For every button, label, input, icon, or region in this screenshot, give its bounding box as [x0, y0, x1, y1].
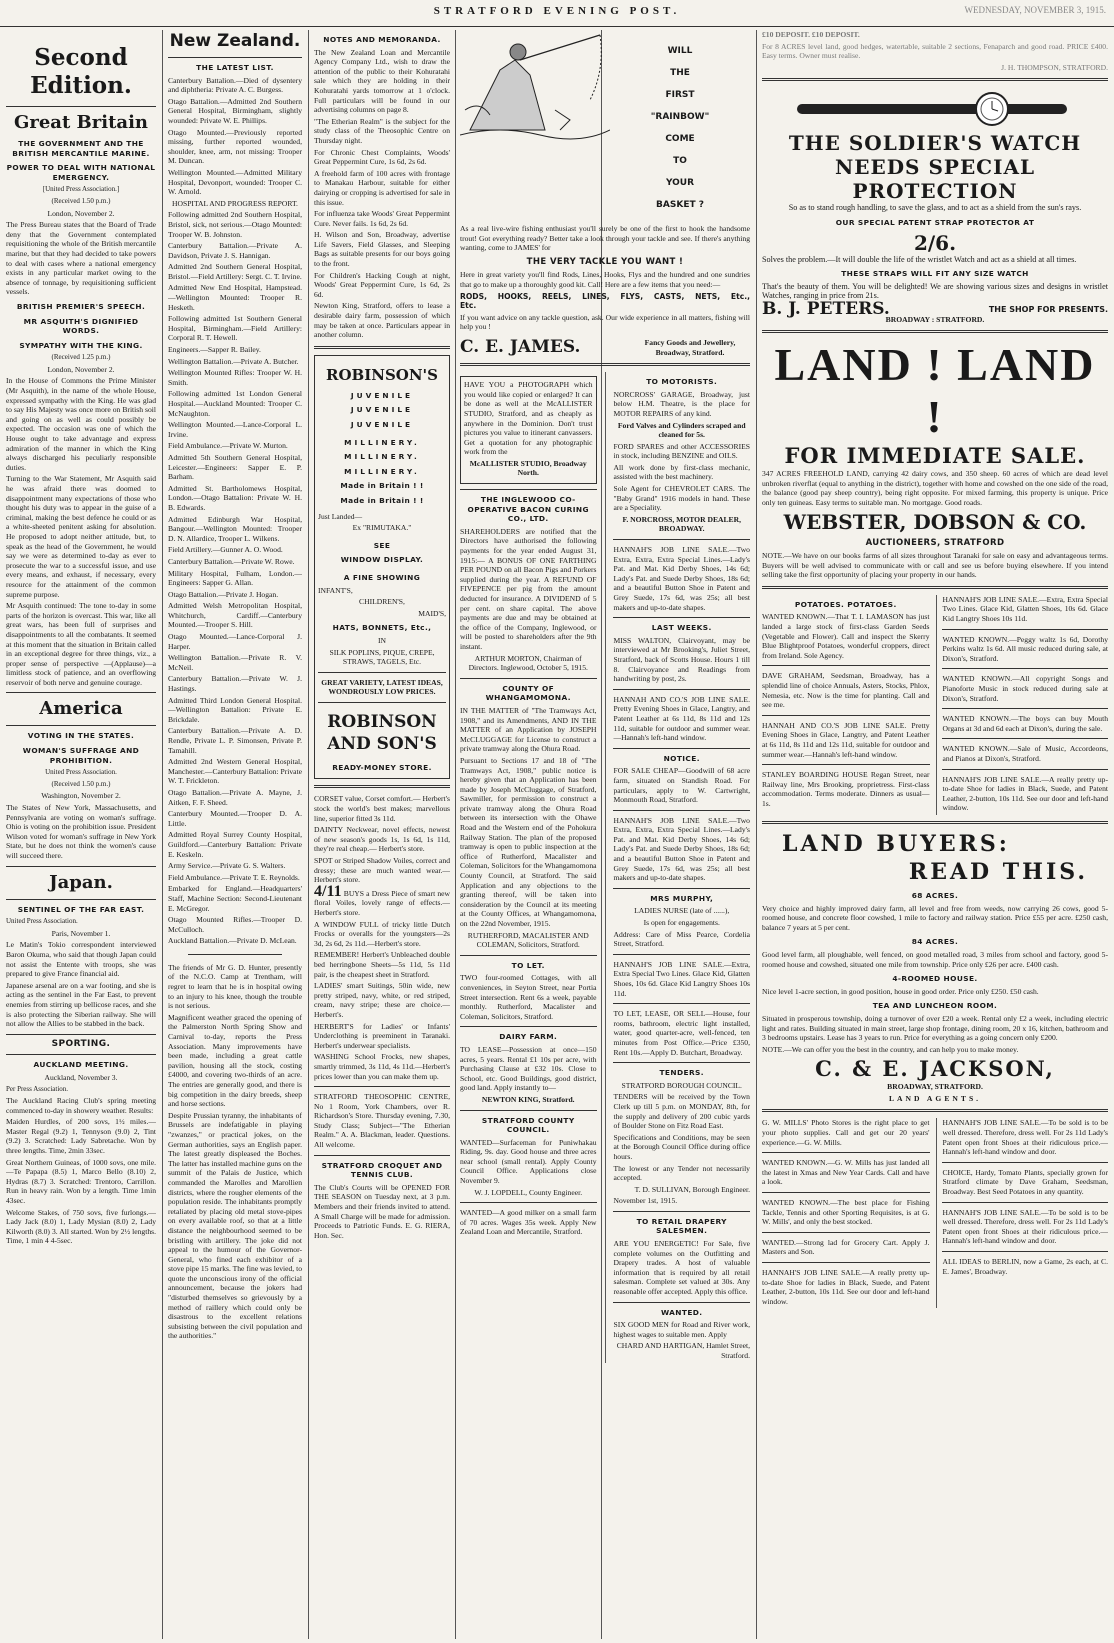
- ad-line: Ex "RIMUTAKA.": [352, 523, 412, 533]
- ad-line: WINDOW DISPLAY.: [340, 555, 424, 565]
- classified-ad: WASHING School Frocks, new shapes, smartly trimmed, 3s 11d, 4s 11d.—Herbert's prices lower than you can make them up.: [314, 1052, 450, 1081]
- article-text: Engineers.—Sapper R. Bailey.: [168, 345, 261, 355]
- ad-text: November 1st, 1915.: [613, 1196, 678, 1206]
- dateline: Washington, November 2.: [41, 791, 121, 801]
- ad-text: HANNAH'S JOB LINE SALE.—Two Extra, Extra, Extra Special Lines.—Lady's Pat. and Mat. Kid Derby Shoes, 14s 6d; Lady's Pat. and Suede Derby Shoes, 18s 6d; and a beautiful Button Shoe in Patent and Grey Suede, 17s 6d, was 25s; all best makers and up-to-date shapes.: [613, 545, 750, 612]
- headline: TENDERS.: [659, 1068, 704, 1078]
- headline: LAST WEEKS.: [651, 623, 712, 633]
- ad-line: JUVENILE: [350, 390, 414, 400]
- article-text: H. Wilson and Son, Broadway, advertise Life Savers, Field Glasses, and Sleeping Bags as suitable presents for our boys going to the front.: [314, 230, 450, 269]
- column-1: [6, 30, 156, 1639]
- headline: TO MOTORISTS.: [646, 377, 718, 387]
- article-text: Admitted Royal Surrey County Hospital, Guildford.—Canterbury Battalion: Private E. Keskeln.: [168, 830, 302, 859]
- ad-text: For 8 ACRES level land, good hedges, watertable, suitable 2 sections, Fenaparch and good road. PRICE £400. Easy terms. Owner must realise.: [762, 41, 1108, 61]
- column-2: [168, 30, 302, 1639]
- classified-ad: [314, 882, 450, 918]
- article-text: Le Matin's Tokio correspondent interviewed Baron Okuma, who said that though Japan could not assist the Entente with troops, she was prepared to give France financial aid.: [6, 940, 156, 979]
- ad-text: WANTED—A good milker on a small farm of 70 acres. Wages 35s week. Apply New Zealand Loan and Mercantile, Stratford.: [460, 1208, 597, 1237]
- classified-ad: LADIES' smart Suitings, 50in wide, new pretty striped, navy, white, or red striped, cream, navy stripe; these are choice.—Herbert's.: [314, 981, 450, 1019]
- ad-line: JUVENILE: [350, 405, 414, 415]
- ad-text: WANTED KNOWN.—The boys can buy Mouth Organs at 3d and 6d each at Dixon's, during the sale.: [942, 714, 1108, 733]
- column-rule: [308, 30, 309, 1639]
- classified-ad: DAINTY Neckwear, novel effects, newest of new season's goods 1s, 1s 6d, 1s 11d, they're real cheap.— Herbert's store.: [314, 825, 450, 854]
- headline: TO RETAIL DRAPERY SALESMEN.: [636, 1216, 727, 1236]
- article-text: Wellington Mounted Rifles: Trooper W. H. Smith.: [168, 368, 302, 387]
- classified-ad: HERBERT'S for Ladies' or Infants' Underclothing is preeminent in Taranaki. Herbert's underwear specialists.: [314, 1021, 450, 1050]
- headline: AUCKLAND MEETING.: [33, 1060, 129, 1070]
- article-text: Admitted 5th Southern General Hospital, Leicester.—Engineers: Sapper E. P. Barham.: [168, 452, 302, 482]
- rainbow-trout-advertisement: [460, 30, 750, 220]
- ad-heading: FOR IMMEDIATE SALE.: [784, 443, 1086, 469]
- ad-text: NOTE.—We have on our books farms of all sizes throughout Taranaki for sale on easy and advantageous terms. Buyers will be well advised to communicate with or call and see us before buying elsewhere. If you intend selling take the first opportunity of placing your property in our hands.: [762, 551, 1108, 580]
- ad-text: IN THE MATTER of "The Tramways Act, 1908," and its Amendments, AND IN THE MATTER of an Application by JOSEPH McCLUGGAGE for License to construct a private tramway along the Ohura Road.: [460, 705, 597, 754]
- ad-text: WANTED KNOWN.—Peggy waltz 1s 6d, Dorothy Perkins waltz 1s 6d. All music reduced during sale, at Dixon's, Stratford.: [942, 634, 1108, 663]
- ad-text: CHOICE, Hardy, Tomato Plants, specially grown for Stratford climate by Dave Graham, Seedsman, Broadway. Best Seed Potatoes in any quantity.: [942, 1167, 1108, 1197]
- headline: BRITISH PREMIER'S SPEECH.: [16, 301, 146, 311]
- headline: VOTING IN THE STATES.: [27, 731, 135, 741]
- classified-ad: REMEMBER! Herbert's Unbleached double bed herringbone Sheets—5s 11d, 5s 11d pair, is the cheapest sheet in Stratford.: [314, 950, 450, 979]
- article-text: Admitted St. Bartholomews Hospital, London.—Otago Battalion: Private W. H. B. Edwards.: [168, 483, 302, 512]
- article-text: Despite Prussian tyranny, the inhabitants of Brussels are indefatigable in playing "zwanzes," or practical jokes, on the German authorities, says an English paper. The latest greatly displeased the Boches. The latter has installed machine guns on the summit of the Palais de Justice, which commanded the Marolles and Marollien districts, where the rougher elements of the population reside. The inhabitants promptly retaliated by placing old metal stove-pipes on every available roof, so that at a little distance the neighbourhood seemed to be bristling with artillery. The joke did not appeal to the humour of the Governor-General, who fined each exhibitor of a stove pipe 15 marks. The fine was levied, to quote the unconscious irony of the official announcement, because the jokers had "disturbed themselves so grievously by a method of raillery which could only be disastrous to the excellent relations subsisting between the civil population and the authorities.": [168, 1110, 302, 1341]
- received-time: (Received 1.25 p.m.): [51, 353, 111, 362]
- ad-line: CHILDREN'S,: [359, 597, 405, 607]
- issue-date: WEDNESDAY, NOVEMBER 3, 1915.: [964, 5, 1106, 15]
- ad-text: WANTED.—Strong lad for Grocery Cart. Apply J. Masters and Son.: [762, 1237, 930, 1257]
- classified-ad: STRATFORD THEOSOPHIC CENTRE, No 1 Room, York Chambers, over R. Richardson's Store. Thursday evening, 7.30, Study Class; Subject—"The Etherian Realm." A. A. Blackman, leader. Questions. All welcome.: [314, 1092, 450, 1150]
- article-text: The Press Bureau states that the Board of Trade deny that the Government contemplated requisitioning the whole of the British mercantile marine, but that they had decided to take powers to deal with cases where a national emergency exists in any particular market owing to the absence of tonnage, by requisitioning sufficient vessels.: [6, 220, 156, 297]
- ad-line: YOUR: [665, 178, 695, 188]
- article-text: Admitted Welsh Metropolitan Hospital, Whitchurch, Cardiff.—Canterbury Mounted.—Trooper S. Hill.: [168, 601, 302, 630]
- article-text: Field Artillery.—Gunner A. O. Wood.: [168, 545, 283, 555]
- classified-ad: SPOT or Striped Shadow Voiles, correct and dressy; these are much wanted wear.—Herbert's store.: [314, 856, 450, 885]
- ad-text: STRATFORD BOROUGH COUNCIL.: [621, 1080, 742, 1090]
- ad-text: As a real live-wire fishing enthusiast you'll surely be one of the first to hook the handsome trout! Got everything ready? Better take a look through your tackle and see. If there's anything wanting, come to JAMES' for: [460, 224, 750, 253]
- article-text: In the House of Commons the Prime Minister (Mr Asquith), in the name of the whole House, expressed sympathy with the King. He was glad to say His Majesty was once more on British soil and going on as well as could possibly be expected. The occasion was one of which the House ought to take advantage and express admiration of the manner in which the King always discharged his peculiarly responsible duties.: [6, 376, 156, 472]
- column-6: [762, 30, 1108, 1639]
- article-text: The States of New York, Massachusetts, and Pennsylvania are voting on woman's suffrage. Ohio is voting on the prohibition issue. President Wilson voted for woman's suffrage in New York State, but he does not think the women's cause will succeed there.: [6, 803, 156, 860]
- ad-heading: THE SOLDIER'S WATCH: [788, 131, 1082, 156]
- ad-heading: NEEDS SPECIAL: [834, 155, 1036, 180]
- classified-ad: The Club's Courts will be OPENED FOR THE SEASON on Tuesday next, at 3 p.m. Members and their friends invited to attend. A Small Charge will be made for admission. Proceeds to Patriotic Funds. E. G. RIERA, Hon. Sec.: [314, 1182, 450, 1240]
- headline: STRATFORD COUNTY COUNCIL.: [481, 1115, 575, 1135]
- ad-text: DAVE GRAHAM, Seedsman, Broadway, has a splendid line of choice Annuals, Asters, Stocks, Phlox, Nemesia, etc. Now is the time for planting. Call and see me.: [762, 671, 930, 710]
- ad-heading: READ THIS.: [908, 858, 1088, 885]
- headline: 4-ROOMED HOUSE.: [892, 974, 978, 984]
- article-text: Admitted Edinburgh War Hospital, Bangour.—Wellington Mounted: Trooper D. N. Allardice, Trooper L. Wilkens.: [168, 514, 302, 543]
- article-text: Otago Battalion.—Admitted 2nd Southern General Hospital, Birmingham, slightly wounded: Private W. E. Phillips.: [168, 96, 302, 125]
- ad-text: WANTED KNOWN.—The best place for Fishing Tackle, Tennis and other Sporting Requisites, is at G. W. Mills', and only the best stocked.: [762, 1198, 930, 1227]
- advertiser-name: C. & E. JACKSON,: [815, 1056, 1055, 1082]
- headline: STRATFORD CROQUET AND TENNIS CLUB.: [321, 1160, 443, 1180]
- article-text: Canterbury Battalion.—Died of dysentery and diphtheria: Private A. C. Burgess.: [168, 75, 302, 95]
- ad-line: Made in Britain ! !: [340, 495, 424, 505]
- ad-line: MILLINERY.: [344, 466, 420, 476]
- ad-text: J. H. THOMPSON, STRATFORD.: [1001, 62, 1108, 72]
- headline: POTATOES. POTATOES.: [794, 599, 897, 609]
- ad-text: WANTED—Surfaceman for Puniwhakau Riding, 9s. day. Good house and three acres near school (small rental). Apply County Council Office. Applications close November 9.: [460, 1137, 597, 1186]
- article-text: Wellington Battalion.—Private R. V. McNeil.: [168, 653, 302, 672]
- article-text: Admitted 2nd Western General Hospital, Manchester.—Canterbury Battalion: Private W. T. Frickleton.: [168, 757, 302, 786]
- ad-line: INFANT'S,: [318, 585, 353, 595]
- article-text: Wellington Mounted.—Lance-Corporal L. Irvine.: [168, 420, 302, 439]
- ad-text: OUR SPECIAL PATENT STRAP PROTECTOR AT: [835, 217, 1035, 227]
- article-text: Canterbury Battalion.—Private W. Rowe.: [168, 556, 295, 566]
- headline: WOMAN'S SUFFRAGE AND PROHIBITION.: [22, 746, 140, 765]
- article-text: Great Northern Guineas, of 1000 sovs, one mile.—Te Papapa (8.5) 1, Marco Bello (8.10) 2, Hydras (8.7) 3. Scratched: Trentoro, Carrillon. Run in heavy rain. Won by a length. Time 1min 43sec.: [6, 1157, 156, 1206]
- article-text: Otago Mounted Rifles.—Trooper D. McCulloch.: [168, 915, 302, 934]
- ad-text: HANNAH'S JOB LINE SALE.—Extra, Extra Special Two Lines. Glace Kid, Glatten Shoes, 10s 6d. Glace Kid Langtry Shoes 10s 11d.: [613, 959, 750, 998]
- ad-text: WANTED KNOWN.—G. W. Mills has just landed all the latest in Xmas and New Year Cards. Call and have a look.: [762, 1158, 930, 1187]
- headline: NOTICE.: [663, 753, 700, 763]
- ad-line: BASKET ?: [656, 200, 704, 210]
- ad-text: THE SHOP FOR PRESENTS.: [988, 304, 1108, 314]
- article-text: Canterbury Battalion.—Private A. Davidson, Private J. S. Hannigan.: [168, 241, 302, 260]
- article-text: The Auckland Racing Club's spring meeting commenced to-day in showery weather. Results:: [6, 1096, 156, 1115]
- ad-heading: PROTECTION: [852, 179, 1018, 204]
- ad-line: READY-MONEY STORE.: [332, 762, 432, 772]
- ad-text: W. J. LOPDELL, County Engineer.: [474, 1187, 583, 1197]
- ad-text: BROADWAY, STRATFORD.: [887, 1082, 983, 1092]
- ad-text: NOTE.—We can offer you the best in the country, and can help you to make money.: [762, 1044, 1019, 1054]
- ad-text: THESE STRAPS WILL FIT ANY SIZE WATCH: [841, 269, 1029, 279]
- advertiser-name: WEBSTER, DOBSON & CO.: [783, 509, 1087, 534]
- classified-ad: CORSET value, Corset comfort.— Herbert's stock the world's best makes; marvellous line, superior fitted 3s 11d.: [314, 794, 450, 823]
- ad-text: HANNAH'S JOB LINE SALE.—To be sold is to be well dressed. Therefore, dress well. For 2s 11d Lady's Patent open front Shoes at their ridiculous price.—Hannah's left-hand window and door.: [942, 1207, 1108, 1246]
- watch-illustration: [762, 87, 1108, 131]
- article-text: Army Service.—Private G. S. Walters.: [168, 861, 286, 871]
- ad-line: A FINE SHOWING: [343, 572, 421, 582]
- ad-line: MILLINERY.: [344, 452, 420, 462]
- ad-text: So as to stand rough handling, to save the glass, and to act as a shield from the sun's rays.: [788, 203, 1082, 213]
- article-text: Field Ambulance.—Private T. E. Reynolds.: [168, 872, 300, 882]
- ad-text: Fancy Goods and Jewellery, Broadway, Stratford.: [644, 337, 736, 357]
- ad-line: SEE: [373, 540, 391, 550]
- ad-text: McALLISTER STUDIO, Broadway North.: [469, 458, 587, 478]
- article-text: A freehold farm of 100 acres with frontage to Manakau Harbour, suitable for either dairying or cropping is advertised for sale in this issue.: [314, 168, 450, 207]
- article-text: Following admitted 2nd Southern Hospital, Bristol, sick, not serious.—Otago Mounted: Trooper W. B. Johnston.: [168, 210, 302, 239]
- ad-text: TO LET, LEASE, OR SELL—House, four rooms, bathroom, electric light installed, water, good quarter-acre, well-fenced, ten minutes from Post Office.—Price £350, Rent 10s.—Apply D. Butchart, Broadway.: [613, 1009, 750, 1057]
- ad-text: ARTHUR MORTON, Chairman of Directors. Inglewood, October 5, 1915.: [468, 653, 588, 673]
- ad-text: HAVE YOU a PHOTOGRAPH which you would like copied or enlarged? It can be done as well at the McALLISTER STUDIO, Stratford, and as cheaply as anywhere in the Dominion. Don't trust pictures you value to itinerant canvassers. Get a quotation for any photographic work from the: [464, 380, 593, 457]
- ad-line: WILL: [667, 46, 693, 56]
- ad-text: Solves the problem.—It will double the life of the wristlet Watch and act as a shield at all times.: [762, 254, 1077, 264]
- ad-text: Very choice and highly improved dairy farm, all level and free from weeds, now carrying 26 cows, good 5-roomed house, and concrete floor cowshed, 1 mile to factory and railway station. Price £55 per acre. £250 cash, balance 7 years at 5 per cent.: [762, 903, 1108, 932]
- article-text: Auckland Battalion.—Private D. McLean.: [168, 936, 297, 946]
- ad-text: If you want advice on any tackle question, ask. Our wide experience in all matters, fishing will help you !: [460, 312, 750, 332]
- section-heading: New Zealand.: [169, 31, 301, 51]
- column-3: [314, 30, 450, 1639]
- ad-text: Ford Valves and Cylinders scraped and cleaned for 5s.: [617, 420, 746, 440]
- subheading: HOSPITAL AND PROGRESS REPORT.: [172, 198, 298, 208]
- article-text: Canterbury Mounted.—Trooper D. A. Little.: [168, 809, 302, 828]
- column-rule: [162, 30, 163, 1639]
- ad-text: FORD SPARES and other ACCESSORIES in stock, including BENZINE and OILS.: [613, 441, 750, 461]
- wristwatch-icon: [762, 87, 1108, 131]
- article-text: Magnificent weather graced the opening of the Palmerston North Spring Show and Carnival to-day, reports the Press Association. Many improvements have been made, including a great cattle pavilion, housing all the stock, costing £4000, and covering two-thirds of an acre. The entries are generally good, and there is big competition in the dairy breeds, sheep and horse sections.: [168, 1012, 302, 1109]
- article-text: Following admitted 1st Southern General Hospital, Birmingham.—Field Artillery: Corporal R. T. Hewell.: [168, 314, 302, 343]
- headline: THE LATEST LIST.: [196, 63, 274, 72]
- headline: DAIRY FARM.: [499, 1032, 558, 1042]
- advertiser-name: B. J. PETERS.: [762, 298, 890, 319]
- article-text: Admitted Third London General Hospital.—Wellington Battalion: Private E. Brickdale.: [168, 695, 302, 724]
- ad-line: THE: [670, 68, 690, 78]
- ad-line: MILLINERY.: [344, 437, 420, 447]
- ad-text: FOR SALE CHEAP—Goodwill of 68 acre farm, situated on Standish Road. For particulars, apply to W. Cartwright, Monmouth Road, Stratford.: [613, 766, 750, 805]
- headline: COUNTY OF WHANGAMOMONA.: [485, 683, 571, 703]
- ad-text: HANNAH'S JOB LINE SALE.—A really pretty up-to-date Shoe for ladies in Black, Suede, and Patent Leather, 2-button, 10s 11d. See our door and left-hand window.: [942, 774, 1108, 813]
- ad-line: TO: [673, 156, 687, 166]
- ad-text: CHARD AND HARTIGAN, Hamlet Street, Stratford.: [616, 1341, 750, 1360]
- article-text: For influenza take Woods' Great Peppermint Cure. Never fails. 1s 6d, 2s 6d.: [314, 209, 450, 228]
- ad-text: G. W. MILLS' Photo Stores is the right place to get your photo supplies. Call and get our 20 years' experience.—G. W. Mills.: [762, 1118, 930, 1147]
- ad-text: TENDERS will be received by the Town Clerk up till 5 p.m. on MONDAY, 8th, for the supply and delivery of 200 cubic yards of Boulder Stone on Fitz Road East.: [613, 1092, 750, 1131]
- article-text: Canterbury Battalion.—Private W. J. Hastings.: [168, 674, 302, 694]
- robinsons-advertisement: [314, 355, 450, 780]
- headline: SYMPATHY WITH THE KING.: [19, 340, 143, 350]
- newspaper-title: STRATFORD EVENING POST.: [433, 5, 681, 17]
- ad-heading: LAND ! LAND !: [774, 339, 1096, 443]
- ad-text: HANNAH'S JOB LINE SALE.—Extra, Extra Special Two Lines. Glace Kid, Glatten Shoes, 10s 6d. Glace Kid Langtry Shoes 10s 11d.: [942, 594, 1108, 624]
- ad-text: WANTED KNOWN.—Sale of Music, Accordeons, and Pianos at Dixon's, Stratford.: [942, 744, 1108, 763]
- ad-text: HANNAH AND CO.'S JOB LINE SALE. Pretty Evening Shoes in Glace, Langtry, and Patent Leather at 6s 11d, 8s 11d and 12s 11d, suitable for outdoor and summer wear.—Hannah's left-hand window.: [762, 720, 930, 759]
- dateline: London, November 2.: [47, 208, 115, 218]
- ad-text: WANTED KNOWN.—All copyright Songs and Pianoforte Music in stock reduced during sale at Dixon's, Stratford.: [942, 674, 1108, 703]
- article-text: Wellington Mounted.—Admitted Military Hospital, Devonport, wounded: Trooper C. W. Arnold.: [168, 167, 302, 197]
- ad-text: MISS WALTON, Clairvoyant, may be interviewed at Mr Brooking's, Juliet Street, Stratford, back of Scotts House. Hours 1 till 8. Clairvoyance and Readings from handwriting by post, 2s.: [613, 635, 750, 684]
- article-text: Wellington Battalion.—Private A. Butcher.: [168, 356, 299, 366]
- article-text: For Chronic Chest Complaints, Woods' Great Peppermint Cure, 1s 6d, 2s 6d.: [314, 147, 450, 167]
- article-text: Field Ambulance.—Private W. Murton.: [168, 441, 288, 451]
- article-text: Following admitted 1st London General Hospital.—Auckland Mounted: Trooper C. McNaughton.: [168, 389, 302, 418]
- headline: NOTES AND MEMORANDA.: [323, 35, 441, 44]
- ad-text: Specifications and Conditions, may be seen at the Borough Council Office during office hours.: [613, 1132, 750, 1161]
- ad-line: Just Landed—: [318, 511, 363, 521]
- dateline: London, November 2.: [47, 364, 115, 374]
- ad-text: HANNAH'S JOB LINE SALE.—To be sold is to be well dressed. Therefore, dress well. For 2s 11d Lady's Patent open front Shoes at their ridiculous price.—Hannah's left-hand window and door.: [942, 1118, 1108, 1157]
- ad-line: JUVENILE: [350, 420, 414, 429]
- ad-text: ARE YOU ENERGETIC! For Sale, five complete volumes on the Outfitting and Drapery trades. A host of valuable information that is required by all retail salesman. Complete set valued at 30s. Any reasonable offer accepted. Apply this office.: [613, 1239, 750, 1297]
- ad-text: HANNAH'S JOB LINE SALE.—Two Extra, Extra, Extra Special Lines.—Lady's Pat. and Mat. Kid Derby Shoes, 14s 6d; Lady's Pat. and Suede Derby Shoes, 18s 6d; and a beautiful Button Shoe in Patent and Grey Suede, 17s 6d, was 25s; all best makers and up-to-date shapes.: [613, 815, 750, 883]
- article-text: Otago Mounted.—Previously reported missing, further reported wounded, shoulder, knee, arm, not missing: Trooper M. Duncan.: [168, 127, 302, 166]
- ad-text: The lowest or any Tender not necessarily accepted.: [613, 1163, 750, 1183]
- headline: WANTED.: [660, 1307, 703, 1317]
- angler-illustration: [460, 30, 610, 140]
- article-text: Otago Battalion.—Private J. Hogan.: [168, 589, 279, 599]
- press-credit: United Press Association.: [45, 768, 117, 777]
- article-text: "The Etherian Realm" is the subject for the study class of the Theosophic Centre on Thursday night.: [314, 116, 450, 145]
- press-credit: Per Press Association.: [6, 1084, 69, 1093]
- article-text: Canterbury Battalion.—Private A. D. Rendle, Private L. P. Simonsen, Private P. Tamahill.: [168, 726, 302, 755]
- headline: MRS MURPHY,: [650, 893, 714, 903]
- article-text: Otago Mounted.—Lance-Corporal J. Harper.: [168, 632, 302, 651]
- received-time: (Received 1.50 p.m.): [51, 196, 111, 205]
- ad-text: Is open for engagements.: [643, 918, 720, 928]
- headline: THE VERY TACKLE YOU WANT !: [526, 256, 684, 267]
- press-credit: United Press Association.: [6, 917, 78, 926]
- ad-text: WANTED KNOWN.—That T. I. LAMASON has just landed a large stock of first-class Garden Seeds (Vegetable and Flower). Call and inspect the Skerry Blue Blightproof Potatoes, wonderful croppers, direct from Ireland. Sole Agency.: [762, 612, 930, 660]
- ad-text: TWO four-roomed Cottages, with all conveniences, in Seyton Street, near Portia Street intersection. Rent 6s a week, payable monthly. Rutherford, Macalister and Coleman, Solicitors, Stratford.: [460, 973, 597, 1021]
- advertiser-name: C. E. JAMES.: [460, 336, 581, 357]
- ad-text: Nice level 1-acre section, in good position, house in good order. Price only £250. £50 cash.: [762, 986, 1039, 996]
- ad-text: That's the beauty of them. You will be delighted! We are showing various sizes and designs in wristlet Watches, ranging in price from 21s.: [762, 281, 1108, 301]
- price-figure: 4/11: [314, 882, 342, 900]
- column-rule: [455, 30, 456, 1639]
- headline: TEA AND LUNCHEON ROOM.: [872, 1001, 998, 1011]
- headline: THE INGLEWOOD CO-OPERATIVE BACON CURING CO., LTD.: [467, 495, 589, 524]
- headline: 68 ACRES.: [911, 890, 959, 900]
- ad-text: SIX GOOD MEN for Road and River work, highest wages to suitable men. Apply: [613, 1320, 750, 1339]
- masthead: [0, 0, 1114, 27]
- headline: THE GOVERNMENT AND THE BRITISH MERCANTILE MARINE.: [12, 139, 150, 158]
- ad-text: STANLEY BOARDING HOUSE Regan Street, near Railway line, Mrs Brooking, proprietress. First-class accommodation. Terms moderate. Dinners as usual—1s.: [762, 770, 930, 808]
- price-figure: 2/6.: [913, 230, 957, 255]
- section-heading: SPORTING.: [51, 1038, 111, 1049]
- ad-text: F. NORCROSS, MOTOR DEALER, BROADWAY.: [622, 514, 742, 534]
- ad-text: SHAREHOLDERS are notified that the Directors have authorised the following payments for the year ended August 31, 1915:— A BONUS OF ONE FARTHING PER POUND on all Bacon Pigs and Porkers supplied during the year. A REFUND OF FIVEPENCE per pig from the amount deducted for insurance. A DIVIDEND of 5 per cent. on share capital. The above payments are due and may be obtained at the office of the Company, Inglewood, or will be posted to shareholders after the 9th instant.: [460, 526, 597, 651]
- received-time: (Received 1.50 p.m.): [51, 779, 111, 788]
- ad-line: SILK POPLINS, PIQUE, CREPE, STRAWS, TAGELS, Etc.: [329, 647, 435, 667]
- headline: POWER TO DEAL WITH NATIONAL EMERGENCY.: [6, 163, 156, 182]
- ad-line: COME: [665, 134, 695, 144]
- ad-text: Good level farm, all ploughable, well fenced, on good metalled road, 3 miles from school and factory, good 5-roomed house and cowshed, situated one mile from township. Price only £26 per acre. £400 cash.: [762, 949, 1108, 969]
- ad-text: NORCROSS' GARAGE, Broadway, just below H.M. Theatre, is the place for MOTOR REPAIRS of any kind.: [613, 389, 750, 418]
- ad-text: Sole Agent for CHEVROLET CARS. The "Baby Grand" 1916 models in hand. These are a Speciality.: [613, 484, 750, 513]
- article-text: Turning to the War Statement, Mr Asquith said he was afraid there was doomed to disappointment many expectations of those who thought his duty was to appear in the guise of a criminal, making the best defence he could or as a white-sheeted penitent asking for absolution. He proposed to adopt neither attitude, but, to speak as the head of the Government, he would say we were as determined to-day as ever to prosecute the war to a successful issue, and use every means, and exhaust, if necessary, every resource for the attainment of the common supreme purpose.: [6, 474, 156, 599]
- ad-text: All work done by first-class mechanic, assisted with the best machinery.: [613, 462, 750, 482]
- ad-text: RUTHERFORD, MACALISTER AND COLEMAN, Solicitors, Stratford.: [467, 930, 589, 950]
- advertiser-name: ROBINSON AND SON'S: [327, 711, 437, 754]
- ad-text: T. D. SULLIVAN, Borough Engineer.: [634, 1184, 750, 1194]
- press-credit: [United Press Association.]: [42, 185, 120, 194]
- article-text: Newton King, Stratford, offers to lease a desirable dairy farm, possession of which may be taken at once. Particulars appear in another column.: [314, 301, 450, 340]
- ad-text: BUYS a Dress Piece of smart new floral Voiles, lovely range of effects.—Herbert's store.: [314, 888, 450, 917]
- article-text: The friends of Mr G. D. Hunter, presently of the N.C.O. Camp at Trentham, will regret to learn that he is in hospital owing to an injury to his knee, though the trouble is not serious.: [168, 962, 302, 1011]
- article-text: Admitted New End Hospital, Hampstead.—Wellington Mounted: Trooper R. Hesketh.: [168, 283, 302, 312]
- ad-text: 347 ACRES FREEHOLD LAND, carrying 42 dairy cows, and 350 sheep. 60 acres of which are dead level unbroken riverflat (equal to anything in the district), together with home and cowshed on the one side of the road, the balance (good pay sheep country), being right opposite. For mixed farming, this property is unique. Price only ten guineas. Easy terms to suitable man. No mortgage. Good roads.: [762, 469, 1108, 507]
- ad-line: Made in Britain ! !: [340, 481, 424, 491]
- ad-line: "RAINBOW": [650, 112, 710, 122]
- column-rule: [756, 30, 757, 1639]
- ad-text: Pursuant to Sections 17 and 18 of "The Tramways Act, 1908," public notice is hereby given that an Application has been made by Joseph McCluggage, of Stratford, Sawmiller, for permission to construct a private tramway along the Ohura Road between its intersection with the Ohawe Road and the Western end of the Pohokura Railway Station. The plan of the proposed tramway is open to public inspection at the office of Rutherford, Macalister and Coleman, Solicitors for the Whangamomona County Council, at Stratford. The said Application and any objections to the granting thereof, will be taken into consideration by the Council at its meeting at the County Offices, at Whangamomona, on the 22nd November, 1915.: [460, 755, 597, 928]
- ad-line: FIRST: [665, 90, 695, 100]
- article-text: Admitted 2nd Southern General Hospital, Bristol.—Field Artillery: Sergt. C. T. Irvine.: [168, 262, 302, 281]
- article-text: Maiden Hurdles, of 200 sovs, 1½ miles.—Master Regal (9.2) 1, Tennyson (9.0) 2, Tint (9.2) 3. Scratched: Lady Sabretache. Won by three lengths. Time, 2min 33sec.: [6, 1117, 156, 1156]
- advertiser-name: ROBINSON'S: [326, 365, 438, 384]
- ad-text: Situated in prosperous township, doing a turnover of over £20 a week. Rental only £2 a week, including electric light and rates. Building situated in main street, large shop frontage, dining room, 20 x 16, kitchen, bathroom and 3 bedrooms upstairs. Lease has 3 years to run. Price for everything as a going concern only £200.: [762, 1013, 1108, 1043]
- ad-text: AUCTIONEERS, STRATFORD: [865, 537, 1005, 548]
- article-text: Mr Asquith continued: The tone to-day in some parts of the horizon is overcast. This war, like all great wars, has been full of surprises and disappointments to all the combatants. It seemed at this moment that the situation in Britain called in an exceptional degree for three things, viz., a proper sense of perspective —(Applause)—a limitless stock of patience, and an overflowing reservoir of both nerve and genuine courage.: [6, 601, 156, 687]
- ad-text: RODS, HOOKS, REELS, LINES, FLYS, CASTS, NETS, Etc., Etc.: [460, 291, 750, 311]
- dateline: Auckland, November 3.: [44, 1072, 118, 1082]
- ad-text: Address: Care of Miss Pearce, Cordelia Street, Stratford.: [613, 929, 750, 949]
- headline: TO LET.: [511, 960, 545, 970]
- article-text: For Children's Hacking Cough at night, Woods' Great Peppermint Cure, 1s 6d, 2s 6d.: [314, 270, 450, 299]
- photo-advertisement: [460, 376, 597, 484]
- ad-line: IN: [377, 635, 386, 645]
- section-heading: Great Britain: [14, 112, 148, 133]
- ad-text: Here in great variety you'll find Rods, Lines, Hooks, Flys and the hundred and one sundries that go to make up a thoroughly good kit. Call! Here are a few items that you need:—: [460, 270, 750, 289]
- ad-text: HANNAH AND CO.'S JOB LINE SALE. Pretty Evening Shoes in Glace, Langtry, and Patent Leather at 6s 11d, 8s 11d and 12s 11d, suitable for outdoor and summer wear.—Hannah's left-hand window.: [613, 694, 750, 743]
- article-text: The New Zealand Loan and Mercantile Agency Company Ltd., wish to draw the attention of the public to their Kohuratahi sale which they are holding in their Kohuratahi yards tomorrow at 1 o'clock. Full particulars will be found in our advertising columns on page 8.: [314, 47, 450, 115]
- section-heading: America: [39, 698, 123, 720]
- ad-text: NEWTON KING, Stratford.: [481, 1094, 575, 1104]
- headline: 84 ACRES.: [911, 937, 959, 947]
- ad-text: ALL IDEAS to BERLIN, now a Game, 2s each, at C. E. James', Broadway.: [942, 1257, 1108, 1276]
- article-text: Military Hospital, Fulham, London.—Engineers: Sapper G. Allan.: [168, 568, 302, 588]
- ad-line: MAID'S,: [418, 608, 446, 618]
- ad-heading: LAND BUYERS:: [782, 830, 1010, 857]
- headline: SENTINEL OF THE FAR EAST.: [17, 904, 145, 914]
- section-heading: Japan.: [49, 871, 113, 893]
- ad-text: HANNAH'S JOB LINE SALE.—A really pretty up-to-date Shoe for ladies in Black, Suede, and Patent Leather, 2-button, 10s 11d. See our door and left-hand window.: [762, 1268, 930, 1306]
- ad-text: LAND AGENTS.: [888, 1093, 982, 1103]
- headline: MR ASQUITH'S DIGNIFIED WORDS.: [23, 316, 139, 336]
- edition-heading: Second Edition.: [30, 44, 132, 99]
- dateline: Paris, November 1.: [51, 928, 111, 938]
- ad-text: BROADWAY : STRATFORD.: [885, 314, 985, 324]
- classified-ad: A WINDOW FULL of tricky little Dutch Frocks or overalls for the youngsters—2s 3d, 2s 6d, 2s 11d.—Herbert's store.: [314, 919, 450, 948]
- article-text: Embarked for England.—Headquarters' Staff, Machine Section: Second-Lieutenant E. McGregor.: [168, 884, 302, 913]
- ad-line: HATS, BONNETS, Etc.,: [332, 623, 432, 633]
- article-text: Welcome Stakes, of 750 sovs, five furlongs.—Lady Jack (8.0) 1, Lady Mysian (8.0) 2, Lady Kilworth (8.0) 3. All started. Won by 2½ lengths. Time, 1 min 4 4-5sec.: [6, 1207, 156, 1246]
- ad-text: TO LEASE—Possession at once—150 acres, 5 years. Rental £1 10s per acre, with Purchasing Clause at £32 10s. Close to School, etc. Good Buildings, good district, good land. Apply instantly to—: [460, 1044, 597, 1093]
- article-text: Japanese arsenal are on a war footing, and she is acting as the sentinel in the Far East, to prevent enemies from stirring up bellicose races, and she is also protecting the Siberian railway. She will not allow the Allies to be stabbed in the back.: [6, 980, 156, 1029]
- column-4: [460, 30, 750, 1639]
- ad-text: LADIES NURSE (late of ......),: [634, 906, 730, 916]
- ad-line: GREAT VARIETY, LATEST IDEAS, WONDROUSLY LOW PRICES.: [321, 677, 443, 697]
- article-text: Otago Battalion.—Private A. Mayne, J. Aitken, F. F. Sheed.: [168, 787, 302, 807]
- ad-text: £10 DEPOSIT. £10 DEPOSIT.: [762, 30, 860, 39]
